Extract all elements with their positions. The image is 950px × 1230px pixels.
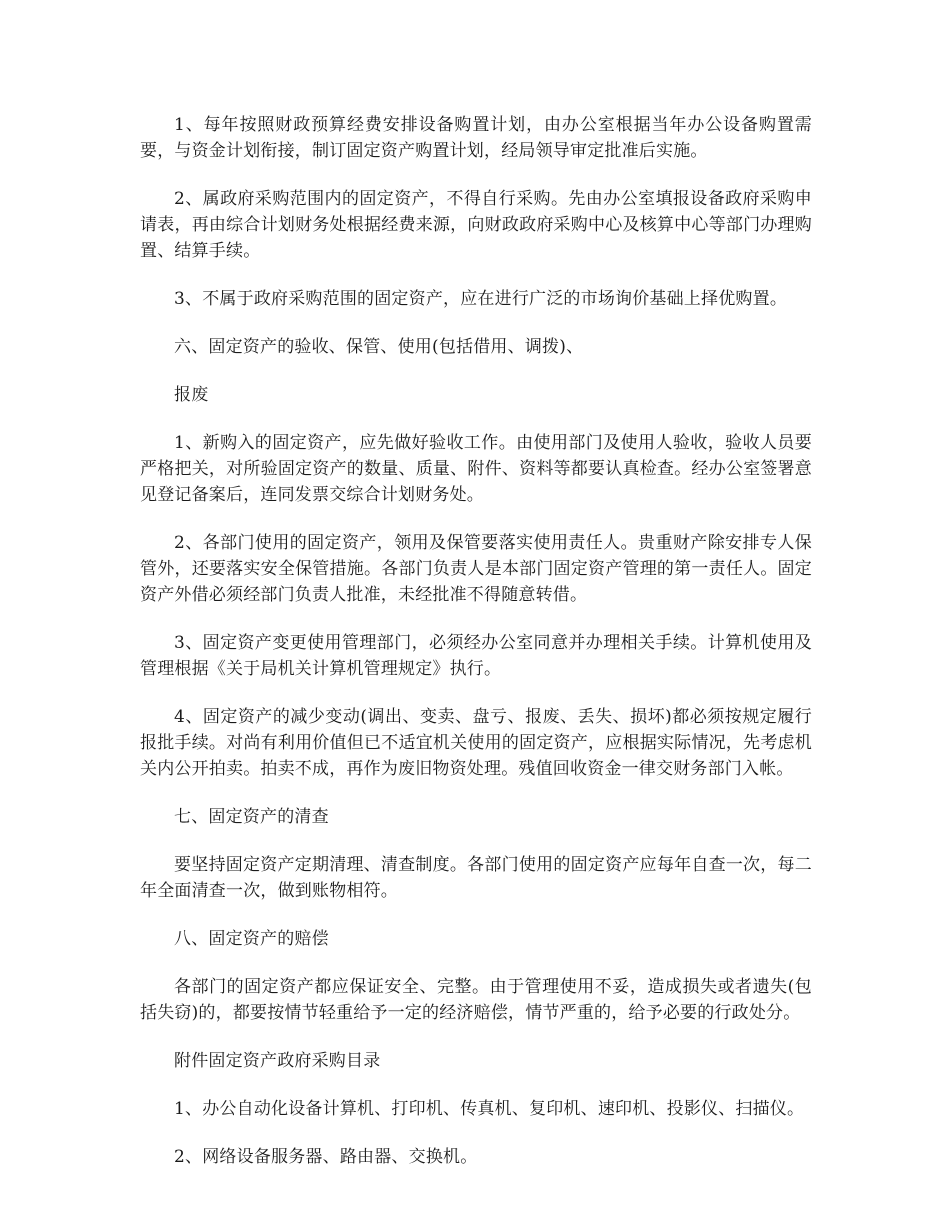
document-body [140, 112, 812, 1192]
paragraph-purchase-plan: 1、每年按照财政预算经费安排设备购置计划，由办公室根据当年办公设备购置需要，与资金计划衔接，制订固定资产购置计划，经局领导审定批准后实施。 [140, 115, 812, 161]
paragraph-office-equipment: 1、办公自动化设备计算机、打印机、传真机、复印机、速印机、投影仪、扫描仪。 [174, 1099, 805, 1119]
paragraph-government-procurement: 2、属政府采购范围内的固定资产，不得自行采购。先由办公室填报设备政府采购申请表，再由综合计划财务处根据经费来源，向财政政府采购中心及核算中心等部门办理购置、结算手续。 [140, 189, 812, 261]
paragraph-non-government-procurement: 3、不属于政府采购范围的固定资产，应在进行广泛的市场询价基础上择优购置。 [174, 289, 788, 309]
paragraph-custody: 2、各部门使用的固定资产，领用及保管要落实使用责任人。贵重财产除安排专人保管外，还要落实安全保管措施。各部门负责人是本部门固定资产管理的第一责任人。固定资产外借必须经部门负责人批准，未经批准不得随意转借。 [140, 533, 812, 605]
section-heading-seven: 七、固定资产的清查 [174, 807, 329, 827]
paragraph-inventory-check: 要坚持固定资产定期清理、清查制度。各部门使用的固定资产应每年自查一次，每二年全面清查一次，做到账物相符。 [140, 855, 812, 901]
appendix-heading: 附件固定资产政府采购目录 [174, 1051, 381, 1071]
paragraph-acceptance: 1、新购入的固定资产，应先做好验收工作。由使用部门及使用人验收，验收人员要严格把关，对所验固定资产的数量、质量、附件、资料等都要认真检查。经办公室签署意见登记备案后，连同发票交综合计划财务处。 [140, 433, 812, 505]
paragraph-department-change: 3、固定资产变更使用管理部门，必须经办公室同意并办理相关手续。计算机使用及管理根据《关于局机关计算机管理规定》执行。 [140, 633, 812, 679]
paragraph-network-equipment: 2、网络设备服务器、路由器、交换机。 [174, 1147, 478, 1167]
paragraph-reduction: 4、固定资产的减少变动(调出、变卖、盘亏、报废、丢失、损坏)都必须按规定履行报批手续。对尚有利用价值但已不适宜机关使用的固定资产，应根据实际情况，先考虑机关内公开拍卖。拍卖不成，再作为废旧物资处理。残值回收资金一律交财务部门入帐。 [140, 707, 812, 779]
section-heading-six-continued: 报废 [174, 385, 209, 405]
paragraph-compensation: 各部门的固定资产都应保证安全、完整。由于管理使用不妥，造成损失或者遗失(包括失窃)的，都要按情节轻重给予一定的经济赔偿，情节严重的，给予必要的行政处分。 [140, 977, 812, 1023]
section-heading-six: 六、固定资产的验收、保管、使用(包括借用、调拨)、 [174, 337, 584, 357]
section-heading-eight: 八、固定资产的赔偿 [174, 929, 329, 949]
